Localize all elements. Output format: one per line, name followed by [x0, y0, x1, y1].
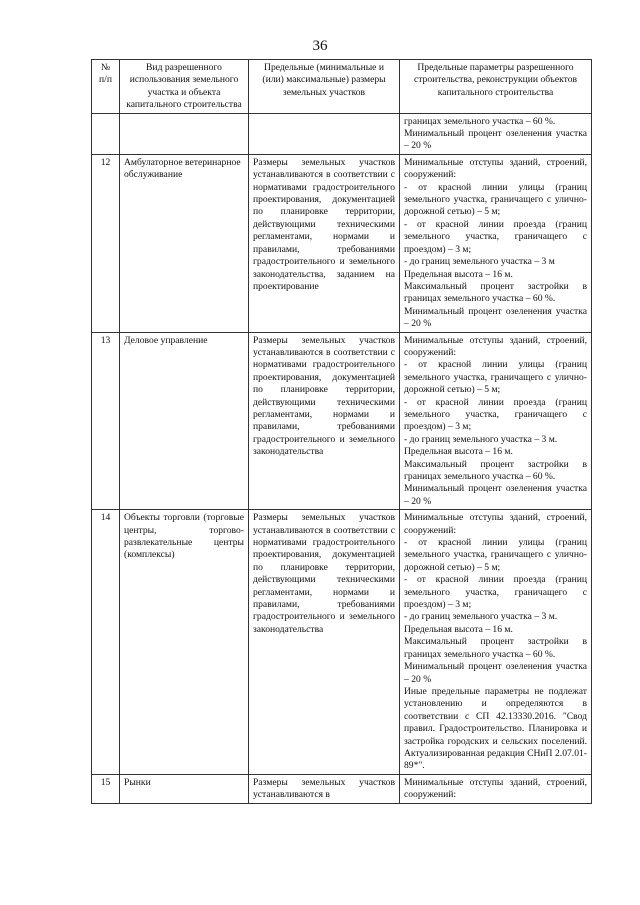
param-line: - от красной линии улицы (границ земельного участка, граничащего с улично-дорожной сетью) – 5 м; [404, 359, 587, 396]
table-row-continuation [92, 113, 592, 154]
param-line: Минимальные отступы зданий, строений, сооружений: [404, 512, 587, 536]
param-line: Минимальные отступы зданий, строений, сооружений: [404, 156, 587, 181]
header-num: № п/п [92, 60, 120, 114]
param-line: границах земельного участка – 60 %. [404, 115, 556, 127]
construction-params [400, 154, 592, 332]
param-line: - от красной линии улицы (границ земельного участка, граничащего с улично-дорожной сетью) – 5 м; [404, 537, 587, 573]
continuation-params [400, 113, 592, 154]
param-line: Минимальный процент озеленения участка – 20 % [404, 483, 587, 507]
header-construction-params: Предельные параметры разрешенного строительства, реконструкции объектов капитального строительства [400, 60, 592, 114]
construction-params [400, 510, 592, 775]
row-number: 15 [92, 774, 120, 803]
header-usage-type: Вид разрешенного использования земельного участка и объекта капитального строительства [120, 60, 249, 114]
param-line: - от красной линии проезда (границ земельного участка, граничащего с проездом) – 3 м; [404, 396, 587, 433]
param-line: - от красной линии проезда (границ земельного участка, граничащего с проездом) – 3 м; [404, 218, 587, 255]
param-line: Максимальный процент застройки в границах земельного участка – 60 %. [404, 636, 587, 660]
param-line: Иные предельные параметры не подлежат установлению и определяются в соответствии с СП 42.13330.2016. "Свод правил. Градостроительство. Планировка и застройка городских и сельских поселений. Актуализированная редакция СНиП 2.07.01-89*". [404, 685, 587, 772]
param-line: - от красной линии проезда (границ земельного участка, граничащего с проездом) – 3 м; [404, 574, 587, 611]
construction-params [400, 332, 592, 510]
table-row [92, 154, 592, 332]
table-row [92, 774, 592, 803]
row-number: 14 [92, 510, 120, 775]
usage-type: Объекты торговли (торговые центры, торгово-развлекательные центры (комплексы) [120, 510, 249, 775]
param-line: Предельная высота – 16 м. [404, 268, 513, 280]
param-line: - до границ земельного участка – 3 м. [404, 611, 558, 623]
table-row [92, 510, 592, 775]
usage-type: Амбулаторное ветеринарное обслуживание [120, 154, 249, 332]
construction-params [400, 774, 592, 803]
param-line: Минимальный процент озеленения участка – 20 % [404, 661, 587, 685]
table-header-row [92, 60, 592, 114]
param-line: Предельная высота – 16 м. [404, 623, 513, 635]
table-row [92, 332, 592, 510]
usage-type: Рынки [120, 774, 249, 803]
param-line: Минимальный процент озеленения участка – 20 % [404, 305, 587, 330]
param-line: Минимальный процент озеленения участка – 20 % [404, 128, 587, 152]
param-line: Предельная высота – 16 м. [404, 446, 513, 458]
plot-sizes: Размеры земельных участков устанавливаются в соответствии с нормативами градостроительного проектирования, документацией по планировке территории, действующими техническими регламентами, нормами и правилами, требованиями градостроительного и земельного законодательства [249, 332, 400, 510]
regulations-table [91, 59, 592, 804]
param-line: Максимальный процент застройки в границах земельного участка – 60 %. [404, 458, 587, 482]
param-line: - до границ земельного участка – 3 м. [404, 433, 558, 445]
usage-type: Деловое управление [120, 332, 249, 510]
row-number: 13 [92, 332, 120, 510]
param-line: - до границ земельного участка – 3 м [404, 256, 555, 268]
param-line: - от красной линии улицы (границ земельного участка, граничащего с улично-дорожной сетью) – 5 м; [404, 181, 587, 218]
header-plot-sizes: Предельные (минимальные и (или) максимальные) размеры земельных участков [249, 60, 400, 114]
plot-sizes: Размеры земельных участков устанавливаются в [249, 774, 400, 803]
param-line: Максимальный процент застройки в границах земельного участка – 60 %. [404, 280, 587, 305]
row-number: 12 [92, 154, 120, 332]
plot-sizes: Размеры земельных участков устанавливаются в соответствии с нормативами градостроительного проектирования, документацией по планировке территории, действующими техническими регламентами, нормами и правилами, требованиями градостроительного и земельного законодательства [249, 510, 400, 775]
page-number: 36 [312, 38, 328, 54]
plot-sizes: Размеры земельных участков устанавливаются в соответствии с нормативами градостроительного проектирования, документацией по планировке территории, действующими техническими регламентами, нормами и правилами, требованиями градостроительного и земельного законодательства, заданием на проектирование [249, 154, 400, 332]
param-line: Минимальные отступы зданий, строений, сооружений: [404, 776, 587, 801]
param-line: Минимальные отступы зданий, строений, сооружений: [404, 334, 587, 358]
